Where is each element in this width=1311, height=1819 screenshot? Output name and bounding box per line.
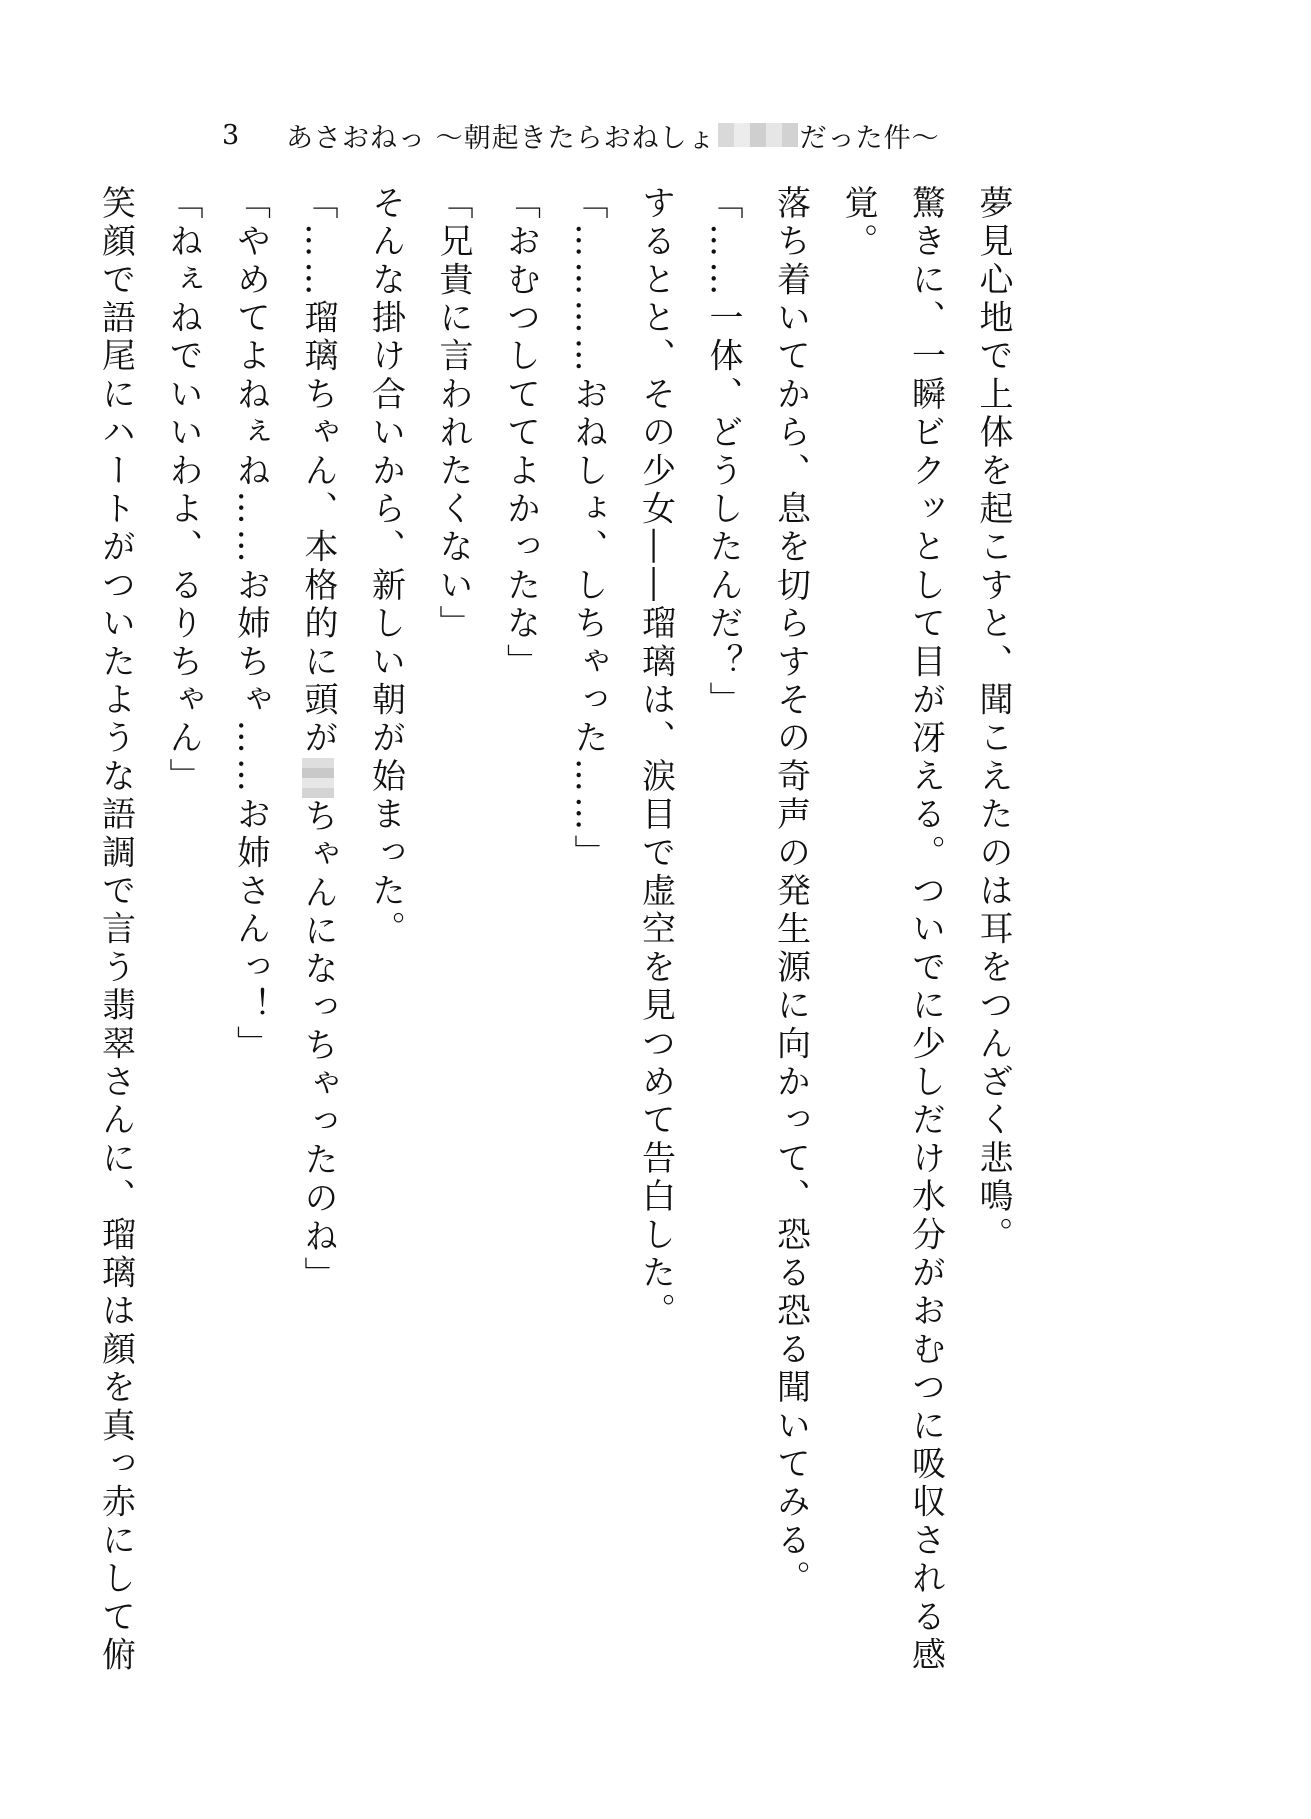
- text-line: 「ねぇねでいいわよ、るりちゃん」: [163, 185, 203, 797]
- text-line: 夢見心地で上体を起こすと、聞こえたのは耳をつんざく悲鳴。: [973, 185, 1013, 1255]
- text-line: 覚。: [838, 185, 878, 262]
- censored-word-block: [718, 123, 798, 147]
- text-line: 「兄貴に言われたくない」: [433, 185, 473, 644]
- text-line: 笑顔で語尾にハートがついたような語調で言う翡翠さんに、瑠璃は顔を真っ赤にして俯: [95, 185, 136, 1675]
- text-line: 落ち着いてから、息を切らすその奇声の発生源に向かって、恐る恐る聞いてみる。: [770, 185, 811, 1599]
- text-line: 「…………おねしょ、しちゃった……」: [568, 185, 608, 873]
- text-line: 「……一体、どうしたんだ？」: [703, 185, 743, 720]
- page-number: 3: [222, 119, 241, 151]
- text-line: 「おむつしててよかったな」: [500, 185, 541, 682]
- book-title-end: だった件〜: [799, 122, 940, 154]
- censored-word-block: [302, 758, 334, 798]
- text-line: 驚きに、一瞬ビクッとして目が冴える。ついでに少しだけ水分がおむつに吸収される感: [905, 185, 946, 1675]
- line-text-before-censor: 「……瑠璃ちゃん、本格的に頭が: [298, 185, 338, 758]
- text-line-with-censor: [284, 185, 352, 1725]
- text-line: 「やめてよねぇね……お姉ちゃ……お姉さんっ！」: [230, 185, 271, 1064]
- book-title-start: あさおねっ 〜朝起きたらおねしょ: [286, 122, 716, 154]
- text-line: そんな掛け合いから、新しい朝が始まった。: [365, 185, 406, 949]
- running-header: [222, 110, 940, 160]
- vertical-body-text: [95, 185, 1026, 1725]
- text-line: するとと、その少女――瑠璃は、涙目で虚空を見つめて告白した。: [635, 185, 676, 1331]
- line-text-after-censor: ちゃんになっちゃったのね」: [298, 798, 338, 1295]
